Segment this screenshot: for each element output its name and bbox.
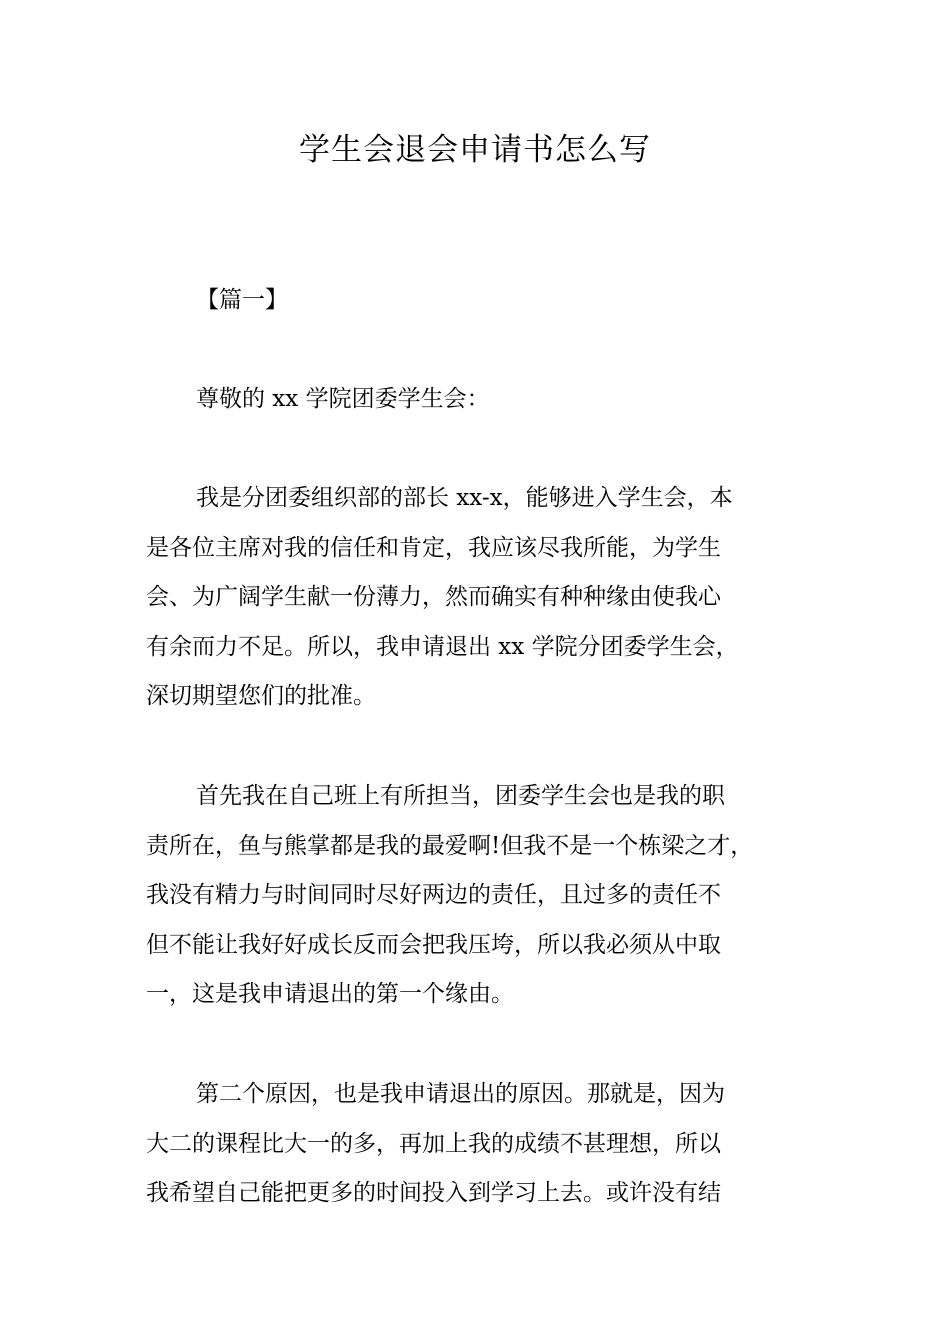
paragraph-3: [146, 1078, 816, 1227]
paragraph-line: 是各位主席对我的信任和肯定，我应该尽我所能，为学生: [146, 534, 721, 561]
paragraph-line: 责所在，鱼与熊掌都是我的最爱啊!但我不是一个栋梁之才，: [146, 832, 754, 859]
document-title: 学生会退会申请书怎么写: [299, 132, 651, 168]
paragraph-line: 会、为广阔学生献一份薄力，然而确实有种种缘由使我心: [146, 584, 721, 610]
paragraph-line: 首先我在自己班上有所担当，团委学生会也是我的职: [196, 783, 725, 809]
paragraph-line: 我是分团委组织部的部长 xx-x，能够进入学生会，本: [196, 485, 733, 511]
paragraph-line: 一，这是我申请退出的第一个缘由。: [146, 981, 514, 1007]
paragraph-line: 我没有精力与时间同时尽好两边的责任，且过多的责任不: [146, 882, 721, 908]
paragraph-line: 我希望自己能把更多的时间投入到学习上去。或许没有结: [146, 1180, 721, 1206]
salutation: 尊敬的 xx 学院团委学生会：: [196, 386, 490, 412]
section-label: 【篇一】: [196, 287, 288, 313]
paragraph-1: [146, 482, 816, 730]
paragraph-2: [146, 780, 816, 1028]
paragraph-line: 有余而力不足。所以，我申请退出 xx 学院分团委学生会，: [146, 633, 739, 660]
paragraph-line: 大二的课程比大一的多，再加上我的成绩不甚理想，所以: [146, 1130, 721, 1157]
paragraph-line: 深切期望您们的批准。: [146, 683, 376, 709]
paragraph-line: 第二个原因，也是我申请退出的原因。那就是，因为: [196, 1081, 725, 1107]
paragraph-line: 但不能让我好好成长反而会把我压垮，所以我必须从中取: [146, 931, 721, 958]
